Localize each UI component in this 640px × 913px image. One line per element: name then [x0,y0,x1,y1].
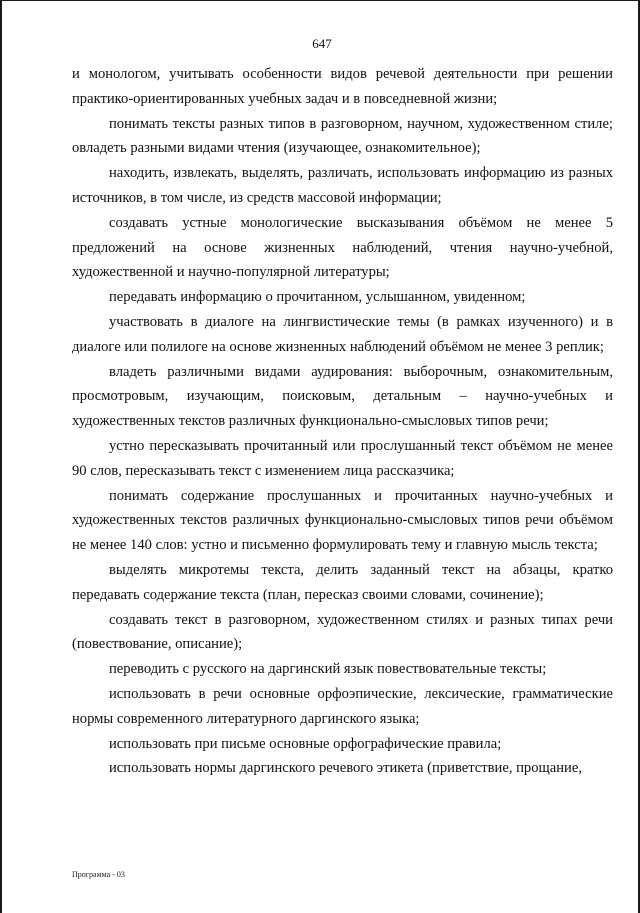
paragraph: создавать устные монологические высказывания объёмом не менее 5 предложений на основе жизненных наблюдений, чтения научно-учебной, художественной и научно-популярной литературы; [72,214,613,281]
paragraph: переводить с русского на даргинский язык повествовательные тексты; [109,661,547,678]
paragraph: использовать при письме основные орфографические правила; [109,735,502,752]
paragraph: понимать тексты разных типов в разговорном, научном, художественном стиле; овладеть разными видами чтения (изучающее, ознакомительное); [72,115,613,157]
paragraph: находить, извлекать, выделять, различать, использовать информацию из разных источников, в том числе, из средств массовой информации; [72,165,613,206]
paragraph: понимать содержание прослушанных и прочитанных научно-учебных и художественных текстов различных функционально-смысловых типов речи объёмом не менее 140 слов: устно и письменно формулировать тему и главную мысль текста; [72,487,613,554]
paragraph: владеть различными видами аудирования: выборочным, ознакомительным, просмотровым, изучающим, поисковым, детальным – научно-учебных и художественных текстов различных функционально-смысловых типов речи; [72,363,613,430]
paragraph: участвовать в диалоге на лингвистические темы (в рамках изученного) и в диалоге или полилоге на основе жизненных наблюдений объёмом не менее 3 реплик; [72,313,613,355]
paragraph-continuation: и монологом, учитывать особенности видов речевой деятельности при решении практико-ориентированных учебных задач и в повседневной жизни; [72,66,613,107]
body-text [72,62,613,781]
paragraph: использовать нормы даргинского речевого этикета (приветствие, прощание, [109,760,582,777]
paragraph: передавать информацию о прочитанном, услышанном, увиденном; [109,289,526,306]
paragraph: устно пересказывать прочитанный или прослушанный текст объёмом не менее 90 слов, пересказывать текст с изменением лица рассказчика; [72,437,613,479]
paragraph: создавать текст в разговорном, художественном стилях и разных типах речи (повествование, описание); [72,611,613,653]
paragraph: использовать в речи основные орфоэпические, лексические, грамматические нормы современного литературного даргинского языка; [72,685,613,727]
footer-program-label: Программа - 03 [72,870,125,879]
paragraph: выделять микротемы текста, делить заданный текст на абзацы, кратко передавать содержание текста (план, пересказ своими словами, сочинение); [72,561,613,603]
page-number: 647 [312,36,332,51]
